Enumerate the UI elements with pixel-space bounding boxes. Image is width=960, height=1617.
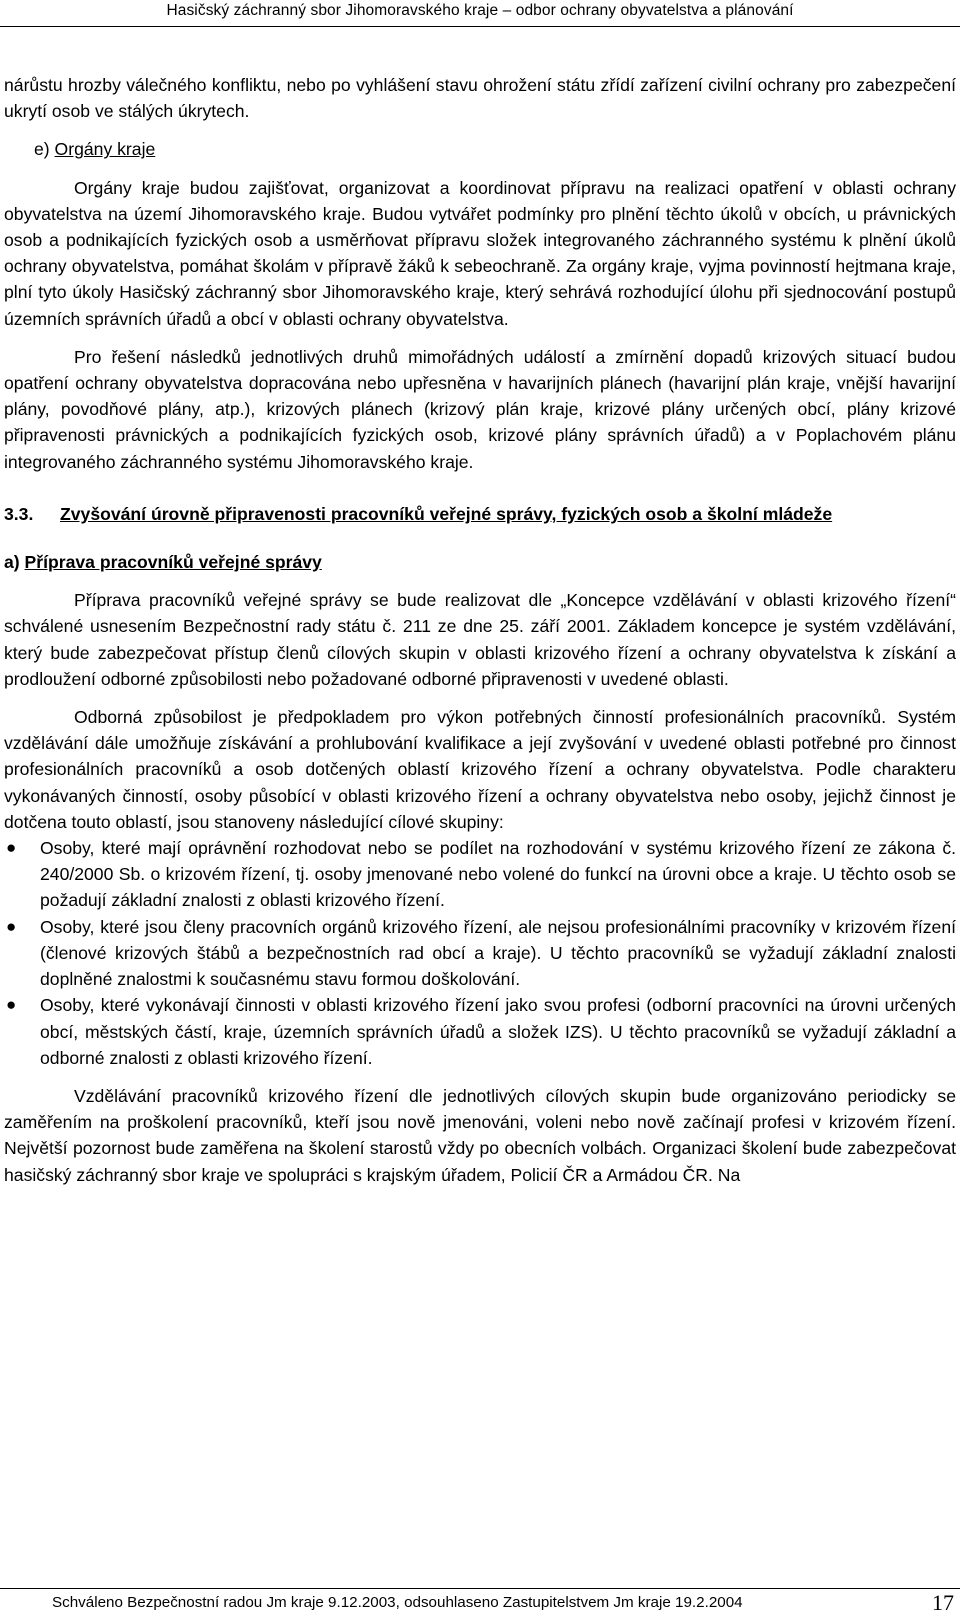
- document-body: [4, 72, 956, 1188]
- bullet-icon: ●: [6, 995, 17, 1015]
- list-item: ● Osoby, které jsou členy pracovních orgánů krizového řízení, ale nejsou profesionálními pracovníky v krizovém řízení (členové krizových štábů a bezpečnostních rad obcí a kraje). U těchto pracovníků se vyžadují základní znalosti doplněné znalostmi k současnému stavu formou doškolování.: [4, 914, 956, 993]
- section-e-label: e): [34, 139, 50, 160]
- section-a-heading: [4, 549, 956, 575]
- list-item: ● Osoby, které mají oprávnění rozhodovat nebo se podílet na rozhodování v systému krizového řízení ze zákona č. 240/2000 Sb. o krizovém řízení, tj. osoby jmenované nebo volené do funkcí na úrovni obce a kraje. U těchto osob se požadují základní znalosti z oblasti krizového řízení.: [4, 835, 956, 914]
- section-33-title: Zvyšování úrovně připravenosti pracovníků veřejné správy, fyzických osob a školní mládeže: [60, 503, 833, 524]
- section-33-number: 3.3.: [4, 503, 34, 524]
- header-rule: [0, 26, 960, 27]
- section-33-heading: [4, 501, 956, 527]
- section-e-heading: [34, 136, 956, 162]
- section-a-label: a): [4, 552, 20, 573]
- paragraph-a2: Odborná způsobilost je předpokladem pro výkon potřebných činností profesionálních pracovníků. Systém vzdělávání dále umožňuje získávání a prohlubování kvalifikace a její zvyšování v uvedené oblasti potřebné pro činnost profesionálních pracovníků a osob dotčených oblastí krizového řízení a ochrany obyvatelstva. Podle charakteru vykonávaných činností, osoby působící v oblasti krizového řízení a ochrany obyvatelstva nebo osoby, jejichž činnost je dotčena touto oblastí, jsou stanoveny následující cílové skupiny:: [4, 707, 956, 832]
- footer-approval-note: Schváleno Bezpečnostní radou Jm kraje 9.12.2003, odsouhlaseno Zastupitelstvem Jm kraje 19.2.2004: [52, 1594, 743, 1611]
- bullet-icon: ●: [6, 838, 17, 858]
- target-groups-list: [4, 835, 956, 1071]
- page-number: 17: [932, 1590, 954, 1615]
- bullet-icon: ●: [6, 916, 17, 936]
- paragraph-e1: Orgány kraje budou zajišťovat, organizovat a koordinovat přípravu na realizaci opatření v oblasti ochrany obyvatelstva na území Jihomoravského kraje. Budou vytvářet podmínky pro plnění těchto úkolů v obcích, u právnických osob a podnikajících fyzických osob a usměrňovat přípravu složek integrovaného záchranného systému k plnění úkolů ochrany obyvatelstva, pomáhat školám v přípravě žáků k sebeochraně. Za orgány kraje, vyjma povinností hejtmana kraje, plní tyto úkoly Hasičský záchranný sbor Jihomoravského kraje, který sehrává rozhodující úlohu při sjednocování postupů územních správních úřadů a obcí v oblasti ochrany obyvatelstva.: [4, 177, 956, 329]
- paragraph-intro: nárůstu hrozby válečného konfliktu, nebo po vyhlášení stavu ohrožení státu zřídí zařízení civilní ochrany pro zabezpečení ukrytí osob ve stálých úkrytech.: [4, 75, 956, 122]
- paragraph-a3: Vzdělávání pracovníků krizového řízení dle jednotlivých cílových skupin bude organizováno periodicky se zaměřením na proškolení pracovníků, kteří jsou nově jmenováni, voleni nebo nově začínají profesi v krizovém řízení. Největší pozornost bude zaměřena na školení starostů vždy po obecních volbách. Organizaci školení bude zabezpečovat hasičský záchranný sbor kraje ve spolupráci s krajským úřadem, Policií ČR a Armádou ČR. Na: [4, 1085, 956, 1185]
- section-e-title: Orgány kraje: [54, 139, 156, 160]
- paragraph-e2: Pro řešení následků jednotlivých druhů mimořádných událostí a zmírnění dopadů krizových situací budou opatření ochrany obyvatelstva dopracována nebo upřesněna v havarijních plánech (havarijní plán kraje, vnější havarijní plány, povodňové plány, atp.), krizových plánech (krizový plán kraje, krizové plány určených obcí, plány krizové připravenosti právnických a podnikajících fyzických osob, krizové plány správních úřadů) a v Poplachovém plánu integrovaného záchranného systému Jihomoravského kraje.: [4, 346, 956, 472]
- footer-rule: [0, 1588, 960, 1589]
- running-header: Hasičský záchranný sbor Jihomoravského kraje – odbor ochrany obyvatelstva a plánování: [166, 2, 794, 19]
- list-item: ● Osoby, které vykonávají činnosti v oblasti krizového řízení jako svou profesi (odborní pracovníci na úrovni určených obcí, městských částí, kraje, územních správních úřadů a složek IZS). U těchto pracovníků se vyžadují základní a odborné znalosti z oblasti krizového řízení.: [4, 992, 956, 1071]
- paragraph-a1: Příprava pracovníků veřejné správy se bude realizovat dle „Koncepce vzdělávání v oblasti krizového řízení“ schválené usnesením Bezpečnostní rady státu č. 211 ze dne 25. září 2001. Základem koncepce je systém vzdělávání, který bude zabezpečovat přístup členů cílových skupin v oblasti krizového řízení a ochrany obyvatelstva k získání a prodloužení odborné způsobilosti nebo požadované odborné připravenosti v uvedené oblasti.: [4, 590, 956, 689]
- section-a-title: Příprava pracovníků veřejné správy: [24, 552, 322, 573]
